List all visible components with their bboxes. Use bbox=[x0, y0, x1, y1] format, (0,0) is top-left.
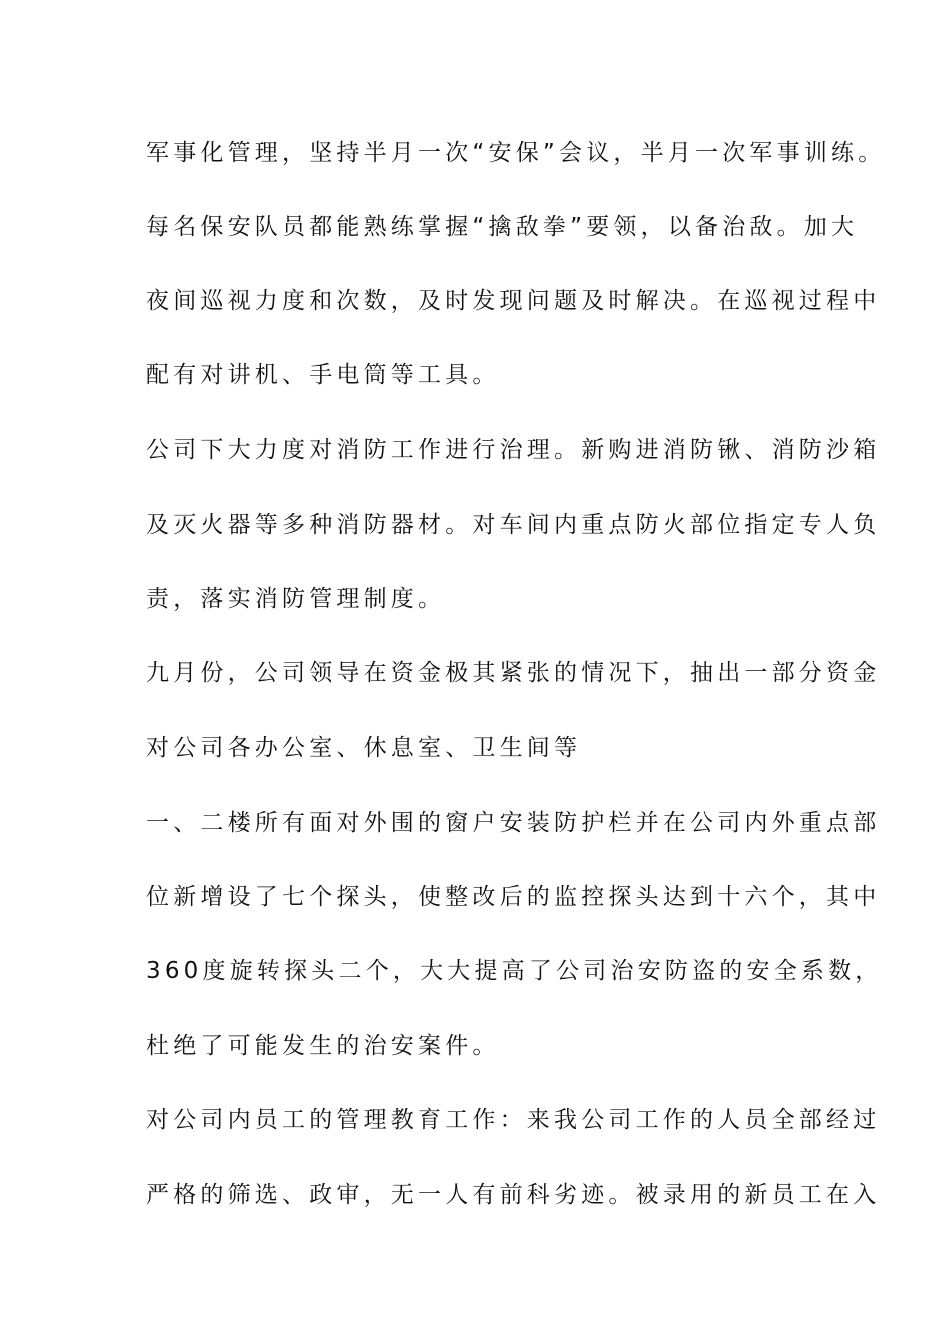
text-line: 军事化管理，坚持半月一次“安保”会议，半月一次军事训练。 bbox=[146, 140, 886, 166]
text-line: 夜间巡视力度和次数，及时发现问题及时解决。在巡视过程中 bbox=[146, 288, 881, 314]
text-line: 九月份，公司领导在资金极其紧张的情况下，抽出一部分资金 bbox=[146, 660, 881, 686]
text-line: 360度旋转探头二个，大大提高了公司治安防盗的安全系数， bbox=[146, 958, 883, 984]
text-line: 一、二楼所有面对外围的窗户安装防护栏并在公司内外重点部 bbox=[146, 810, 881, 836]
text-line: 每名保安队员都能熟练掌握“擒敌拳”要领，以备治敌。加大 bbox=[146, 214, 859, 240]
text-line: 及灭火器等多种消防器材。对车间内重点防火部位指定专人负 bbox=[146, 512, 881, 538]
text-line: 配有对讲机、手电筒等工具。 bbox=[146, 362, 500, 388]
text-line: 责，落实消防管理制度。 bbox=[146, 586, 446, 612]
text-line: 杜绝了可能发生的治安案件。 bbox=[146, 1033, 500, 1059]
text-line: 对公司各办公室、休息室、卫生间等 bbox=[146, 735, 582, 761]
text-line: 对公司内员工的管理教育工作：来我公司工作的人员全部经过 bbox=[146, 1107, 881, 1133]
text-line: 严格的筛选、政审，无一人有前科劣迹。被录用的新员工在入 bbox=[146, 1182, 881, 1208]
text-line: 位新增设了七个探头，使整改后的监控探头达到十六个，其中 bbox=[146, 884, 881, 910]
text-line: 公司下大力度对消防工作进行治理。新购进消防锹、消防沙箱 bbox=[146, 437, 881, 463]
